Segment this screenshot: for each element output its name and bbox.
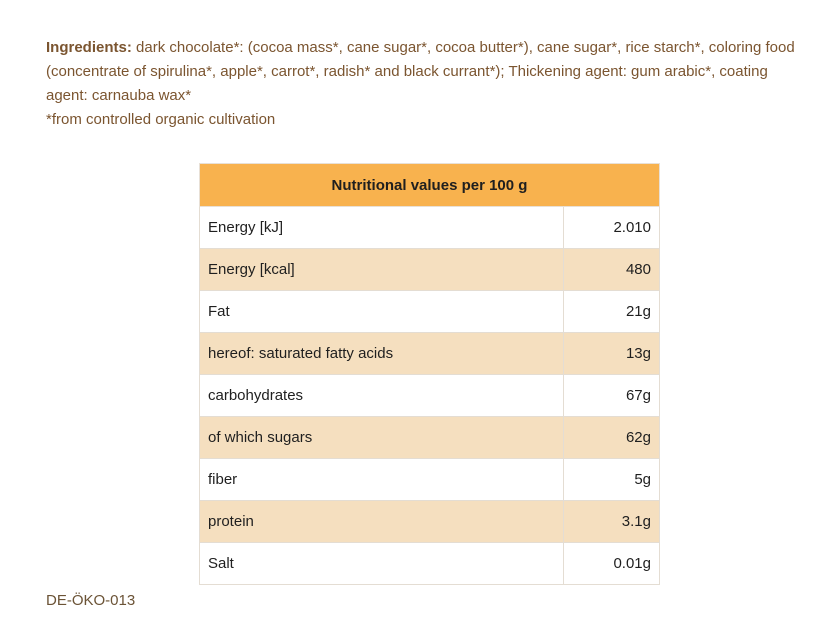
table-row: [200, 207, 660, 249]
row-label: Fat: [200, 291, 564, 333]
row-label: Salt: [200, 543, 564, 585]
table-row: [200, 249, 660, 291]
certification-code: DE-ÖKO-013: [46, 592, 136, 609]
nutrition-header-row: [200, 164, 660, 207]
organic-note: *from controlled organic cultivation: [46, 111, 276, 128]
row-value: 2.010: [564, 207, 660, 249]
table-row: [200, 501, 660, 543]
row-value: 67g: [564, 375, 660, 417]
row-value: 13g: [564, 333, 660, 375]
row-value: 5g: [564, 459, 660, 501]
ingredients-text: dark chocolate*: (cocoa mass*, cane sugar*, cocoa butter*), cane sugar*, rice starch*, coloring food (concentrate of spirulina*, apple*, carrot*, radish* and black currant*); Thickening agent: gum arabic*, coating agent: carnauba wax*: [46, 39, 795, 104]
table-row: [200, 459, 660, 501]
row-value: 21g: [564, 291, 660, 333]
table-row: [200, 375, 660, 417]
row-label: Energy [kJ]: [200, 207, 564, 249]
row-value: 0.01g: [564, 543, 660, 585]
table-row: [200, 291, 660, 333]
row-value: 3.1g: [564, 501, 660, 543]
nutrition-header: Nutritional values per 100 g: [200, 164, 660, 207]
nutrition-table: [199, 163, 660, 585]
ingredients-label: Ingredients:: [46, 39, 132, 56]
row-label: hereof: saturated fatty acids: [200, 333, 564, 375]
table-row: [200, 333, 660, 375]
row-label: carbohydrates: [200, 375, 564, 417]
table-row: [200, 543, 660, 585]
row-label: protein: [200, 501, 564, 543]
row-value: 480: [564, 249, 660, 291]
row-label: fiber: [200, 459, 564, 501]
row-label: of which sugars: [200, 417, 564, 459]
row-value: 62g: [564, 417, 660, 459]
row-label: Energy [kcal]: [200, 249, 564, 291]
ingredients-block: [46, 36, 806, 132]
table-row: [200, 417, 660, 459]
